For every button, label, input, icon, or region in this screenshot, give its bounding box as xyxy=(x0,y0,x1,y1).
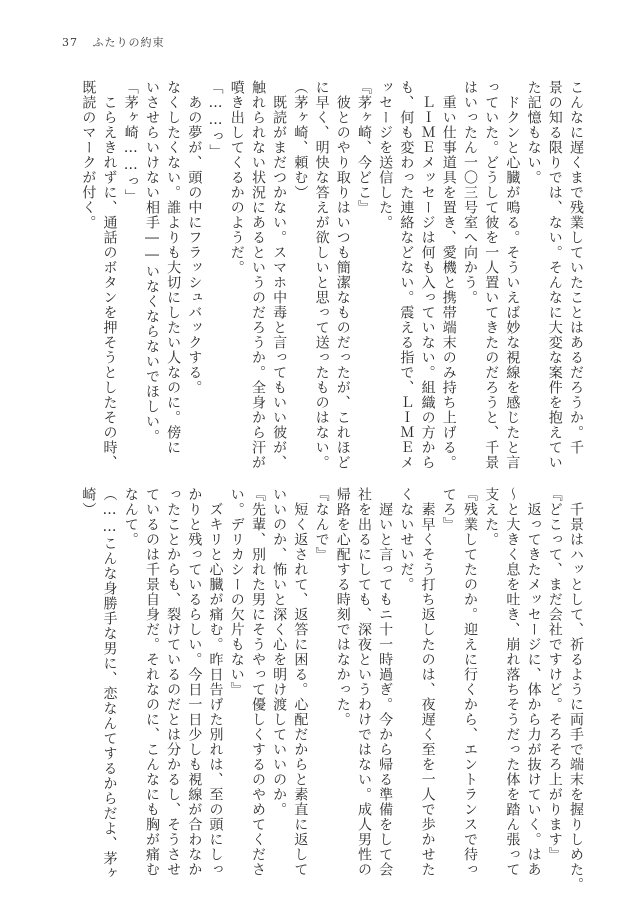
text-block-lower xyxy=(77,487,586,892)
text-line: に早く、明快な答えが欲しいと思って送ったものはない。 xyxy=(313,80,330,470)
text-line: も、何も変わった連絡などない。震える指で、ＬＩＭＥメ xyxy=(398,80,415,470)
text-line: 『茅ヶ崎、今どこ』 xyxy=(355,80,372,215)
text-line: 素早くそう打ち返したのは、夜遅く至を一人で歩かせた xyxy=(419,487,436,877)
text-line: こらえきれずに、通話のボタンを押そうとしたその時、 xyxy=(101,80,118,470)
text-line: 千景はハッとして、祈るように両手で端末を握りしめた。 xyxy=(568,487,584,892)
text-line: 「茅ヶ崎……っ」 xyxy=(122,80,139,204)
text-line: 彼とのやり取りはいつも簡潔なものだったが、これほど xyxy=(334,80,351,470)
text-line: こんなに遅くまで残業していたことはあるだろうか。千 xyxy=(568,80,584,455)
text-line: ドクンと心臓が鳴る。そういえば妙な視線を感じたと言 xyxy=(504,80,521,470)
text-line: い。デリカシーの欠片もない』 xyxy=(228,487,245,697)
text-line: 既読のマークが付く。 xyxy=(80,80,97,230)
text-line: ＬＩＭＥメッセージは何も入っていない。組織の方から xyxy=(419,80,436,470)
text-line: ったことからも、裂けているのだとは分かるし、そうさせ xyxy=(165,487,182,877)
text-line: 『残業してたのか。迎えに行くから、エントランスで待っ xyxy=(461,487,478,877)
text-line: 「……っ」 xyxy=(207,80,224,159)
text-line: 既読がまだつかない。スマホ中毒と言ってもいい彼が、 xyxy=(271,80,288,470)
running-header xyxy=(62,34,165,50)
text-line: 遅いと言ってもニ十一時過ぎ。今から帰る準備をして会 xyxy=(377,487,394,877)
text-line: 『先輩、別れた男にそうやって優しくするのやめてくださ xyxy=(249,487,266,877)
text-line: かりと残っているらしい。今日一日少しも視線が合わなか xyxy=(186,487,203,877)
text-line: 短く返されて、返答に困る。心配だからと素直に返して xyxy=(292,487,309,877)
text-line: いさせらいけない相手――いなくならないでほしい。 xyxy=(143,80,160,444)
text-line: なくしたくない。誰よりも大切にしたい人なのに。傍に xyxy=(165,80,182,455)
text-line: いいのか、怖いと深く心を明け渡していいのか。 xyxy=(271,487,288,817)
text-line: 景の知る限りでは、ない。そんなに大変な案件を抱えてい xyxy=(546,80,563,470)
text-line: てろ』 xyxy=(440,487,457,532)
text-line: くないせいだ。 xyxy=(398,487,415,592)
text-line: ズキリと心臓が痛む。昨日告げた別れは、至の頭にしっ xyxy=(207,487,224,877)
text-line: っていた。どうして彼を一人置いてきたのだろうと、千景 xyxy=(483,80,500,470)
text-line: （……こんな身勝手な男に、恋なんてするからだよ、茅ヶ xyxy=(101,487,118,881)
text-line: 社を出るにしても、深夜というわけではない。成人男性の xyxy=(355,487,372,877)
text-line: 噴き出してくるかのようだ。 xyxy=(228,80,245,275)
text-line: 重い仕事道具を置き、愛機と携帯端末のみ持ち上げる。 xyxy=(440,80,457,470)
text-line: 支えた。 xyxy=(483,487,500,547)
text-line: 帰路を心配する時刻ではなかった。 xyxy=(334,487,351,727)
text-line: あの夢が、頭の中にフラッシュバックする。 xyxy=(186,80,203,395)
text-line: （茅ヶ崎、頼む） xyxy=(292,80,309,200)
text-line: 触れられない状況にあるというのだろうか。全身から汗が xyxy=(249,80,266,470)
text-line: なんて。 xyxy=(122,487,139,547)
text-line: ～と大きく息を吐き、崩れ落ちそうだった体を踏ん張って xyxy=(504,487,521,877)
running-title: ふたりの約束 xyxy=(92,36,165,49)
text-block-upper xyxy=(77,80,586,470)
text-line: 崎） xyxy=(80,487,97,517)
text-line: ッセージを送信した。 xyxy=(377,80,394,230)
text-line: ているのは千景自身だ。それなのに、こんなにも胸が痛む xyxy=(143,487,160,877)
text-line: 『なんで』 xyxy=(313,487,330,562)
text-line: 返ってきたメッセージに、体から力が抜けていく。はあ xyxy=(525,487,542,877)
text-line: た記憶もない。 xyxy=(525,80,542,185)
text-line: はいったん一〇三号室へ向かう。 xyxy=(461,80,478,305)
text-line: 『どこって、まだ会社ですけど。そろそろ上がります』 xyxy=(546,487,563,862)
page-number: 37 xyxy=(62,36,78,49)
